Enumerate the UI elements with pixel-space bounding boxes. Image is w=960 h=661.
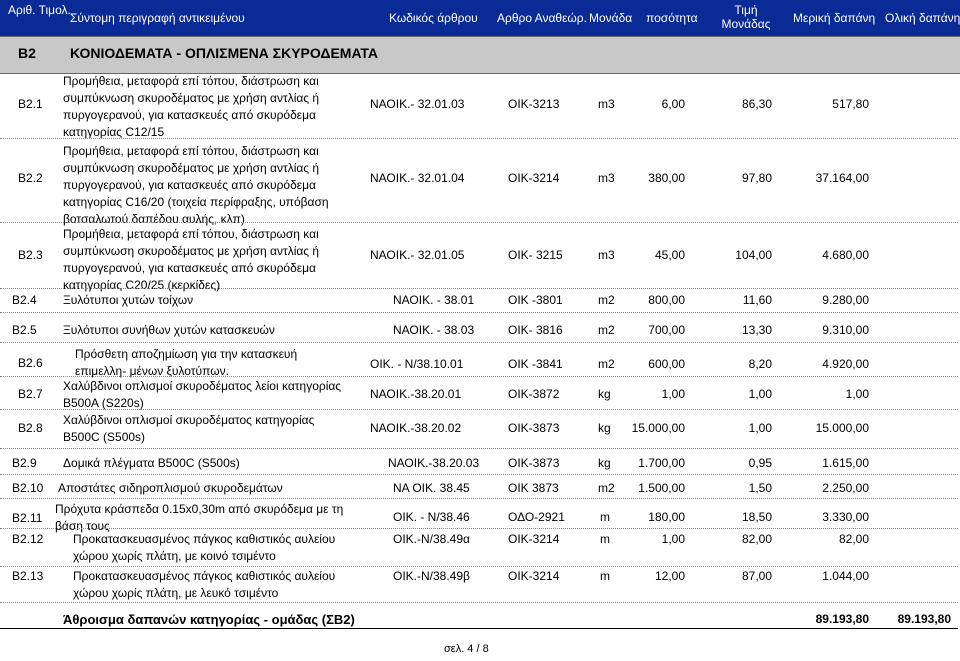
row-quantity: 380,00: [648, 171, 685, 185]
row-unit-price: 97,80: [741, 171, 772, 185]
row-item-code: ΝΑΟΙΚ.- 32.01.03: [370, 97, 465, 111]
row-revision-code: ΟΙΚ 3873: [508, 481, 559, 495]
row-revision-code: ΟΙΚ-3214: [508, 569, 560, 583]
row-code: Β2.5: [12, 323, 37, 337]
row-unit-price: 8,20: [748, 357, 772, 371]
row-unit-price: 82,00: [741, 532, 772, 546]
row-description: Προκατασκευασμένος πάγκος καθιστικός αυλείου χώρου χωρίς πλάτη, με λευκό τσιμέντο: [73, 569, 336, 600]
row-unit: m: [600, 569, 610, 583]
row-description: Δομικά πλέγματα B500C (S500s): [63, 456, 240, 470]
row-code: Β2.13: [12, 569, 44, 583]
row-quantity: 800,00: [648, 293, 685, 307]
row-partial-cost: 517,80: [832, 97, 869, 111]
row-quantity: 1.500,00: [638, 481, 685, 495]
row-revision-code: ΟΙΚ-3873: [508, 421, 560, 435]
row-partial-cost: 1,00: [845, 387, 869, 401]
row-code: Β2.7: [18, 387, 43, 401]
row-item-code: ΟΙΚ. - Ν/38.46: [393, 510, 470, 524]
row-description: Ξυλότυποι συνήθων χυτών κατασκευών: [63, 323, 275, 337]
row-code: Β2.12: [12, 532, 44, 546]
row-unit: m: [600, 510, 610, 524]
header-code: Αριθ. Τιμολ.: [8, 3, 71, 17]
row-divider: [0, 376, 958, 377]
row-unit: m3: [598, 97, 615, 111]
header-unit: Μονάδα: [589, 11, 633, 25]
row-quantity: 45,00: [654, 248, 685, 262]
row-code: Β2.4: [12, 293, 37, 307]
row-partial-cost: 2.250,00: [822, 481, 869, 495]
row-revision-code: ΟΙΚ -3801: [508, 293, 563, 307]
row-code: Β2.3: [18, 248, 43, 262]
row-divider: [0, 288, 958, 289]
row-divider: [0, 474, 958, 475]
header-item-code: Κωδικός άρθρου: [389, 11, 478, 25]
row-revision-code: ΟΙΚ- 3816: [508, 323, 563, 337]
row-description: Πρόχυτα κράσπεδα 0.15x0,30m από σκυρόδεμα με τη βάση τους: [55, 502, 344, 533]
row-divider: [0, 528, 958, 529]
row-unit: kg: [598, 421, 611, 435]
row-partial-cost: 9.310,00: [822, 323, 869, 337]
row-unit-price: 1,50: [748, 481, 772, 495]
row-code: Β2.11: [12, 511, 43, 525]
row-unit: m3: [598, 171, 615, 185]
row-revision-code: ΟΙΚ-3872: [508, 387, 560, 401]
summary-total-cost: 89.193,80: [897, 612, 951, 626]
row-revision-code: ΟΙΚ- 3215: [508, 248, 563, 262]
row-unit-price: 13,30: [741, 323, 772, 337]
header-description: Σύντομη περιγραφή αντικειμένου: [70, 11, 245, 25]
row-item-code: ΝΑΟΙΚ.-38.20.02: [370, 421, 462, 435]
header-quantity: ποσότητα: [646, 11, 698, 25]
row-unit-price: 18,50: [741, 510, 772, 524]
row-divider: [0, 448, 958, 449]
row-unit: m3: [598, 248, 615, 262]
row-item-code: ΝΑΟΙΚ.-38.20.03: [388, 456, 480, 470]
row-code: Β2.1: [18, 97, 43, 111]
row-revision-code: ΟΙΚ -3841: [508, 357, 563, 371]
row-partial-cost: 82,00: [838, 532, 869, 546]
row-description: Προμήθεια, μεταφορά επί τόπου, διάστρωση και συμπύκνωση σκυροδέματος με χρήση αντλίας ή πυργογερανού, για κατασκευές από σκυρόδεμα κατηγορίας C16/20 (τοιχεία περίφραξης, υπόβαση βοτσαλωτού δαπέδου αυλής, κλπ): [63, 144, 329, 226]
row-divider: [0, 342, 958, 343]
row-partial-cost: 37.164,00: [815, 171, 869, 185]
row-revision-code: ΟΙΚ-3214: [508, 532, 560, 546]
row-item-code: ΝΑΟΙΚ.- 32.01.05: [370, 248, 465, 262]
summary-label: Άθροισμα δαπανών κατηγορίας - ομάδας (ΣΒ2): [63, 612, 355, 627]
row-unit: m2: [598, 481, 615, 495]
row-description: Πρόσθετη αποζημίωση για την κατασκευή επιμελλη- μένων ξυλοτύπων.: [75, 347, 298, 378]
row-partial-cost: 4.920,00: [822, 357, 869, 371]
row-item-code: ΝΑΟΙΚ.-38.20.01: [370, 387, 462, 401]
row-divider: [0, 409, 958, 410]
section-heading: [0, 36, 960, 74]
section-code: Β2: [18, 45, 36, 61]
row-unit: m2: [598, 357, 615, 371]
row-item-code: ΝΑΟΙΚ.- 32.01.04: [370, 171, 465, 185]
row-quantity: 12,00: [654, 569, 685, 583]
row-description: Χαλύβδινοι οπλισμοί σκυροδέματος λείοι κατηγορίας B500A (S220s): [63, 379, 342, 410]
row-item-code: ΟΙΚ. - Ν/38.10.01: [370, 357, 464, 371]
row-code: Β2.10: [12, 481, 44, 495]
row-description: Προμήθεια, μεταφορά επί τόπου, διάστρωση και συμπύκνωση σκυροδέματος με χρήση αντλίας ή πυργογερανού, για κατασκευές από σκυρόδεμα κατηγορίας C20/25 (κερκίδες): [63, 227, 320, 292]
row-description: Αποστάτες σιδηροπλισμού σκυροδεμάτων: [58, 481, 283, 495]
row-unit: kg: [598, 456, 611, 470]
row-code: Β2.8: [18, 421, 43, 435]
row-partial-cost: 4.680,00: [822, 248, 869, 262]
row-partial-cost: 3.330,00: [822, 510, 869, 524]
row-revision-code: ΟΔΟ-2921: [508, 510, 565, 524]
row-divider: [0, 222, 958, 223]
row-quantity: 1,00: [661, 532, 685, 546]
row-description: Ξυλότυποι χυτών τοίχων: [63, 293, 194, 307]
row-partial-cost: 1.044,00: [822, 569, 869, 583]
row-unit-price: 104,00: [735, 248, 772, 262]
row-divider: [0, 602, 958, 603]
header-unit-price: Τιμή Μονάδας: [721, 3, 771, 31]
row-quantity: 15.000,00: [631, 421, 685, 435]
row-partial-cost: 1.615,00: [822, 456, 869, 470]
row-partial-cost: 9.280,00: [822, 293, 869, 307]
header-revision-code: Αρθρο Αναθεώρ.: [497, 11, 587, 25]
header-total-cost: Ολική δαπάνη: [885, 11, 960, 25]
row-divider: [0, 138, 958, 139]
row-unit-price: 86,30: [741, 97, 772, 111]
row-partial-cost: 15.000,00: [815, 421, 869, 435]
row-description: Χαλύβδινοι οπλισμοί σκυροδέματος κατηγορίας B500C (S500s): [63, 413, 315, 444]
row-divider: [0, 566, 958, 567]
row-quantity: 180,00: [648, 510, 685, 524]
row-description: Προκατασκευασμένος πάγκος καθιστικός αυλείου χώρου χωρίς πλάτη, με κοινό τσιμέντο: [73, 532, 336, 563]
row-quantity: 700,00: [648, 323, 685, 337]
row-unit-price: 0,95: [748, 456, 772, 470]
summary-divider: [0, 628, 958, 629]
row-item-code: ΟΙΚ.-Ν/38.49β: [393, 569, 470, 583]
row-unit-price: 1,00: [748, 387, 772, 401]
row-divider: [0, 312, 958, 313]
row-unit: m: [600, 532, 610, 546]
row-code: Β2.6: [18, 356, 43, 370]
row-item-code: ΝΑΟΙΚ. - 38.01: [393, 293, 475, 307]
row-unit: m2: [598, 293, 615, 307]
page-number: σελ. 4 / 8: [444, 643, 489, 655]
row-item-code: ΝΑΟΙΚ. - 38.03: [393, 323, 475, 337]
row-unit-price: 87,00: [741, 569, 772, 583]
row-quantity: 1.700,00: [638, 456, 685, 470]
row-revision-code: ΟΙΚ-3873: [508, 456, 560, 470]
section-title: ΚΟΝΙΟΔΕΜΑΤΑ - ΟΠΛΙΣΜΕΝΑ ΣΚΥΡΟΔΕΜΑΤΑ: [70, 45, 379, 61]
row-divider: [0, 498, 958, 499]
row-code: Β2.2: [18, 171, 43, 185]
row-unit-price: 1,00: [748, 421, 772, 435]
row-revision-code: ΟΙΚ-3213: [508, 97, 560, 111]
row-quantity: 6,00: [661, 97, 685, 111]
header-partial-cost: Μερική δαπάνη: [793, 11, 876, 25]
row-unit: m2: [598, 323, 615, 337]
row-code: Β2.9: [12, 456, 37, 470]
row-revision-code: ΟΙΚ-3214: [508, 171, 560, 185]
row-unit: kg: [598, 387, 611, 401]
row-item-code: ΝΑ ΟΙΚ. 38.45: [393, 481, 470, 495]
row-quantity: 600,00: [648, 357, 685, 371]
row-description: Προμήθεια, μεταφορά επί τόπου, διάστρωση και συμπύκνωση σκυροδέματος με χρήση αντλίας ή πυργογερανού, για κατασκευές από σκυρόδεμα κατηγορίας C12/15: [63, 74, 320, 139]
row-item-code: ΟΙΚ.-Ν/38.49α: [393, 532, 470, 546]
row-unit-price: 11,60: [742, 293, 772, 307]
summary-partial-cost: 89.193,80: [815, 612, 869, 626]
row-quantity: 1,00: [661, 387, 685, 401]
table-header: [0, 0, 960, 36]
